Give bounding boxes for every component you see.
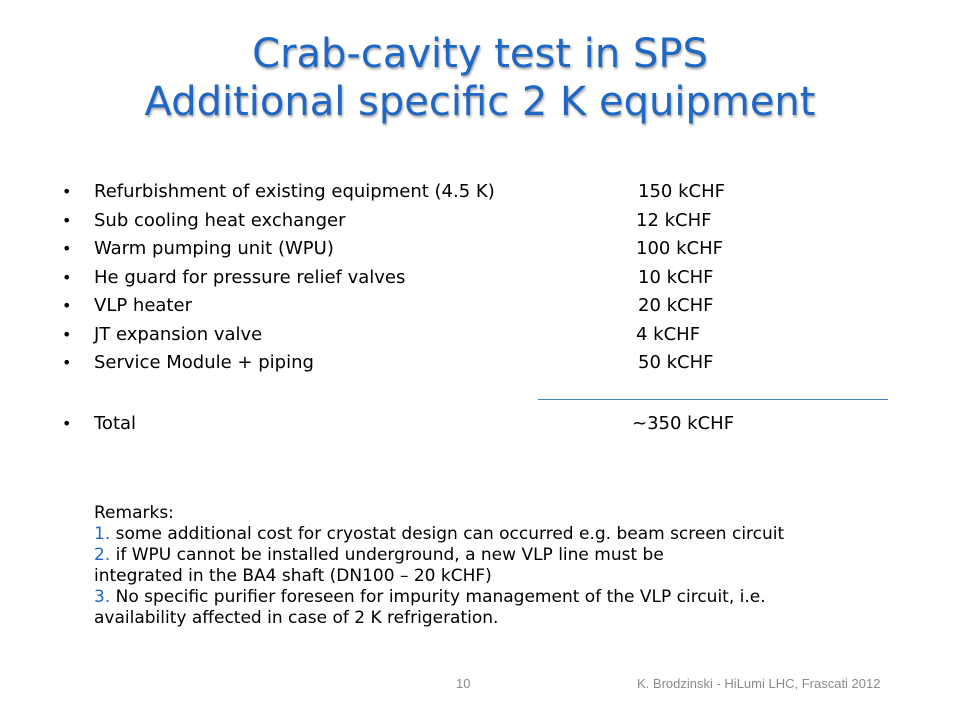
- item-cost: 150 kCHF: [638, 181, 725, 202]
- list-item: [0, 349, 960, 377]
- list-item: [0, 235, 960, 263]
- total-label: Total: [94, 413, 137, 434]
- item-label: Service Module + piping: [94, 352, 314, 373]
- list-item: [0, 321, 960, 349]
- bullet-icon: •: [62, 182, 72, 201]
- item-cost: 10 kCHF: [638, 267, 714, 288]
- item-cost: 12 kCHF: [636, 210, 712, 231]
- remark-text: No specific purifier foreseen for impurity management of the VLP circuit, i.e.: [110, 587, 766, 607]
- list-item: [0, 292, 960, 320]
- remarks-heading: Remarks:: [94, 503, 174, 523]
- item-label: Refurbishment of existing equipment (4.5 K): [94, 181, 495, 202]
- bullet-icon: •: [62, 296, 72, 315]
- item-cost: 100 kCHF: [636, 238, 723, 259]
- title-line-1: Crab-cavity test in SPS: [252, 31, 708, 77]
- total-row: [0, 410, 960, 438]
- slide-title: [0, 30, 960, 126]
- bullet-icon: •: [62, 239, 72, 258]
- remark-3-continued: availability affected in case of 2 K refrigeration.: [94, 608, 499, 628]
- list-item: [0, 264, 960, 292]
- item-label: VLP heater: [94, 295, 192, 316]
- bullet-icon: •: [62, 211, 72, 230]
- remark-number: 1.: [94, 524, 111, 544]
- item-label: Sub cooling heat exchanger: [94, 210, 346, 231]
- remark-2: [94, 545, 934, 566]
- total-cost: ~350 kCHF: [632, 413, 735, 434]
- remark-number: 3.: [94, 587, 111, 607]
- title-line-2: Additional specific 2 K equipment: [144, 79, 816, 125]
- list-item: [0, 178, 960, 206]
- remark-text: if WPU cannot be installed underground, a new VLP line must be: [110, 545, 664, 565]
- item-label: Warm pumping unit (WPU): [94, 238, 334, 259]
- remarks-block: [94, 503, 934, 629]
- bullet-icon: •: [62, 353, 72, 372]
- item-cost: 20 kCHF: [638, 295, 714, 316]
- item-cost: 4 kCHF: [636, 324, 701, 345]
- remark-1: [94, 524, 934, 545]
- item-label: JT expansion valve: [94, 324, 263, 345]
- bullet-icon: •: [62, 414, 72, 433]
- remark-number: 2.: [94, 545, 111, 565]
- item-cost: 50 kCHF: [638, 352, 714, 373]
- item-label: He guard for pressure relief valves: [94, 267, 406, 288]
- sum-divider: [538, 399, 888, 400]
- bullet-icon: •: [62, 325, 72, 344]
- remark-2-continued: integrated in the BA4 shaft (DN100 – 20 kCHF): [94, 566, 492, 586]
- footer-credit: K. Brodzinski - HiLumi LHC, Frascati 2012: [637, 676, 881, 691]
- page-number: 10: [456, 676, 471, 691]
- remark-3: [94, 587, 934, 608]
- list-item: [0, 207, 960, 235]
- bullet-icon: •: [62, 268, 72, 287]
- remark-text: some additional cost for cryostat design can occurred e.g. beam screen circuit: [110, 524, 785, 544]
